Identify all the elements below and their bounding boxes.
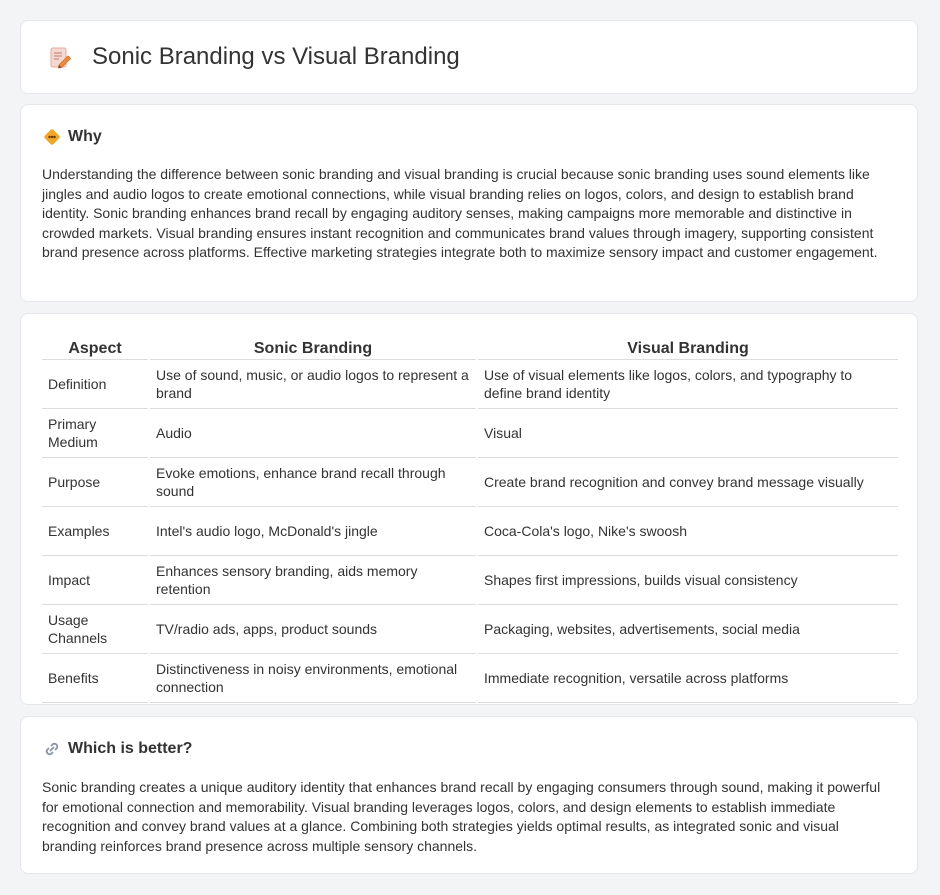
cell-sonic: Audio bbox=[150, 409, 476, 458]
table-body bbox=[42, 360, 898, 703]
header-card bbox=[20, 20, 918, 94]
cell-aspect: Primary Medium bbox=[42, 409, 148, 458]
cell-visual: Immediate recognition, versatile across platforms bbox=[478, 654, 898, 703]
cell-sonic: Distinctiveness in noisy environments, emotional connection bbox=[150, 654, 476, 703]
header-sonic: Sonic Branding bbox=[150, 336, 476, 360]
header-visual: Visual Branding bbox=[478, 336, 898, 360]
cell-aspect: Usage Channels bbox=[42, 605, 148, 654]
better-heading: Which is better? bbox=[68, 740, 193, 757]
cell-aspect: Impact bbox=[42, 556, 148, 605]
link-icon bbox=[43, 740, 61, 758]
page-title: Sonic Branding vs Visual Branding bbox=[92, 43, 460, 70]
diamond-warning-icon bbox=[43, 128, 61, 146]
table-row bbox=[42, 556, 898, 605]
table-header-row bbox=[42, 336, 898, 360]
header-aspect: Aspect bbox=[42, 336, 148, 360]
why-section bbox=[20, 104, 918, 302]
table-row bbox=[42, 360, 898, 409]
cell-visual: Coca-Cola's logo, Nike's swoosh bbox=[478, 507, 898, 556]
cell-visual: Create brand recognition and convey brand message visually bbox=[478, 458, 898, 507]
better-text: Sonic branding creates a unique auditory identity that enhances brand recall by engaging consumers through sound, making it powerful for emotional connection and memorability. Visual branding leverages logos, colors, and design elements to establish immediate recognition and convey brand values at a glance. Combining both strategies yields optimal results, as integrated sonic and visual branding reinforces brand presence across multiple sensory channels. bbox=[42, 779, 881, 854]
cell-visual: Use of visual elements like logos, colors, and typography to define brand identity bbox=[478, 360, 898, 409]
table-row bbox=[42, 409, 898, 458]
table-row bbox=[42, 654, 898, 703]
table-row bbox=[42, 507, 898, 556]
cell-aspect: Definition bbox=[42, 360, 148, 409]
why-text: Understanding the difference between sonic branding and visual branding is crucial because sonic branding uses sound elements like jingles and audio logos to create emotional connections, while visual branding relies on logos, colors, and design to establish brand identity. Sonic branding enhances brand recall by engaging auditory senses, making campaigns more memorable and distinctive in crowded markets. Visual branding ensures instant recognition and communicates brand values through imagery, supporting consistent brand presence across platforms. Effective marketing strategies integrate both to maximize sensory impact and customer engagement. bbox=[42, 166, 878, 261]
table-row bbox=[42, 458, 898, 507]
cell-sonic: TV/radio ads, apps, product sounds bbox=[150, 605, 476, 654]
why-heading-row bbox=[43, 128, 102, 146]
cell-visual: Shapes first impressions, builds visual consistency bbox=[478, 556, 898, 605]
document-pencil-icon bbox=[47, 45, 73, 71]
cell-visual: Packaging, websites, advertisements, social media bbox=[478, 605, 898, 654]
cell-aspect: Purpose bbox=[42, 458, 148, 507]
which-better-section bbox=[20, 716, 918, 874]
cell-sonic: Intel's audio logo, McDonald's jingle bbox=[150, 507, 476, 556]
cell-sonic: Evoke emotions, enhance brand recall through sound bbox=[150, 458, 476, 507]
cell-visual: Visual bbox=[478, 409, 898, 458]
cell-sonic: Use of sound, music, or audio logos to represent a brand bbox=[150, 360, 476, 409]
cell-aspect: Benefits bbox=[42, 654, 148, 703]
why-heading: Why bbox=[68, 128, 102, 145]
cell-aspect: Examples bbox=[42, 507, 148, 556]
comparison-table-card bbox=[20, 313, 918, 705]
cell-sonic: Enhances sensory branding, aids memory retention bbox=[150, 556, 476, 605]
table-row bbox=[42, 605, 898, 654]
better-heading-row bbox=[43, 740, 192, 758]
comparison-table bbox=[42, 336, 898, 703]
